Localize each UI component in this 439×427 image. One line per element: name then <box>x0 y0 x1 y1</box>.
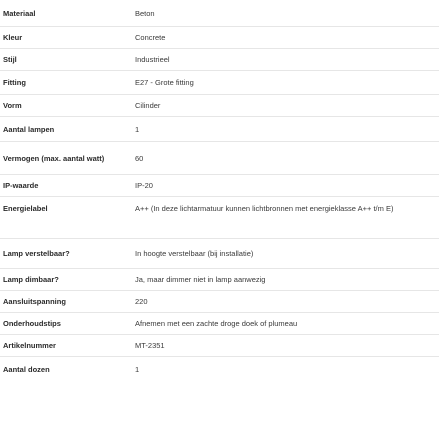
spec-label: Fitting <box>3 78 26 87</box>
spec-label: Artikelnummer <box>3 341 56 350</box>
spec-value: IP-20 <box>135 181 153 190</box>
spec-value: 60 <box>135 153 144 163</box>
spec-value: 1 <box>135 364 140 374</box>
spec-value: Beton <box>135 8 155 18</box>
spec-label: IP-waarde <box>3 181 39 190</box>
spec-label: Lamp dimbaar? <box>3 275 59 284</box>
spec-label: Vorm <box>3 101 22 110</box>
spec-row-onderhoudstips <box>0 313 439 335</box>
spec-row-artikelnummer <box>0 335 439 357</box>
spec-value: Afnemen met een zachte droge doek of plumeau <box>135 319 298 328</box>
spec-row-ip-waarde <box>0 175 439 197</box>
spec-row-kleur <box>0 27 439 49</box>
spec-value: Industrieel <box>135 55 170 64</box>
spec-label: Onderhoudstips <box>3 319 61 328</box>
spec-value: Ja, maar dimmer niet in lamp aanwezig <box>135 275 266 284</box>
spec-row-vorm <box>0 95 439 117</box>
spec-label: Materiaal <box>3 8 36 18</box>
spec-label: Aantal dozen <box>3 364 50 374</box>
spec-label: Vermogen (max. aantal watt) <box>3 153 105 163</box>
spec-row-materiaal <box>0 0 439 27</box>
spec-label: Aansluitspanning <box>3 297 66 306</box>
spec-value: Cilinder <box>135 101 161 110</box>
spec-label: Aantal lampen <box>3 124 55 134</box>
spec-value: E27 - Grote fitting <box>135 78 194 87</box>
spec-row-lamp-verstelbaar <box>0 239 439 269</box>
spec-label: Lamp verstelbaar? <box>3 249 70 258</box>
spec-value: In hoogte verstelbaar (bij installatie) <box>135 249 254 258</box>
spec-label: Stijl <box>3 55 17 64</box>
spec-row-aantal-lampen <box>0 117 439 142</box>
spec-row-lamp-dimbaar <box>0 269 439 291</box>
spec-row-stijl <box>0 49 439 71</box>
spec-label: Kleur <box>3 33 23 42</box>
spec-label: Energielabel <box>3 204 48 213</box>
spec-row-vermogen <box>0 142 439 175</box>
spec-value: MT-2351 <box>135 341 165 350</box>
spec-value: 1 <box>135 124 140 134</box>
spec-value: A++ (In deze lichtarmatuur kunnen lichtbronnen met energieklasse A++ t/m E) <box>135 204 394 213</box>
spec-row-aantal-dozen <box>0 357 439 381</box>
spec-row-fitting <box>0 71 439 95</box>
spec-value: Concrete <box>135 33 166 42</box>
spec-value: 220 <box>135 297 148 306</box>
spec-row-aansluitspanning <box>0 291 439 313</box>
spec-row-energielabel <box>0 197 439 239</box>
